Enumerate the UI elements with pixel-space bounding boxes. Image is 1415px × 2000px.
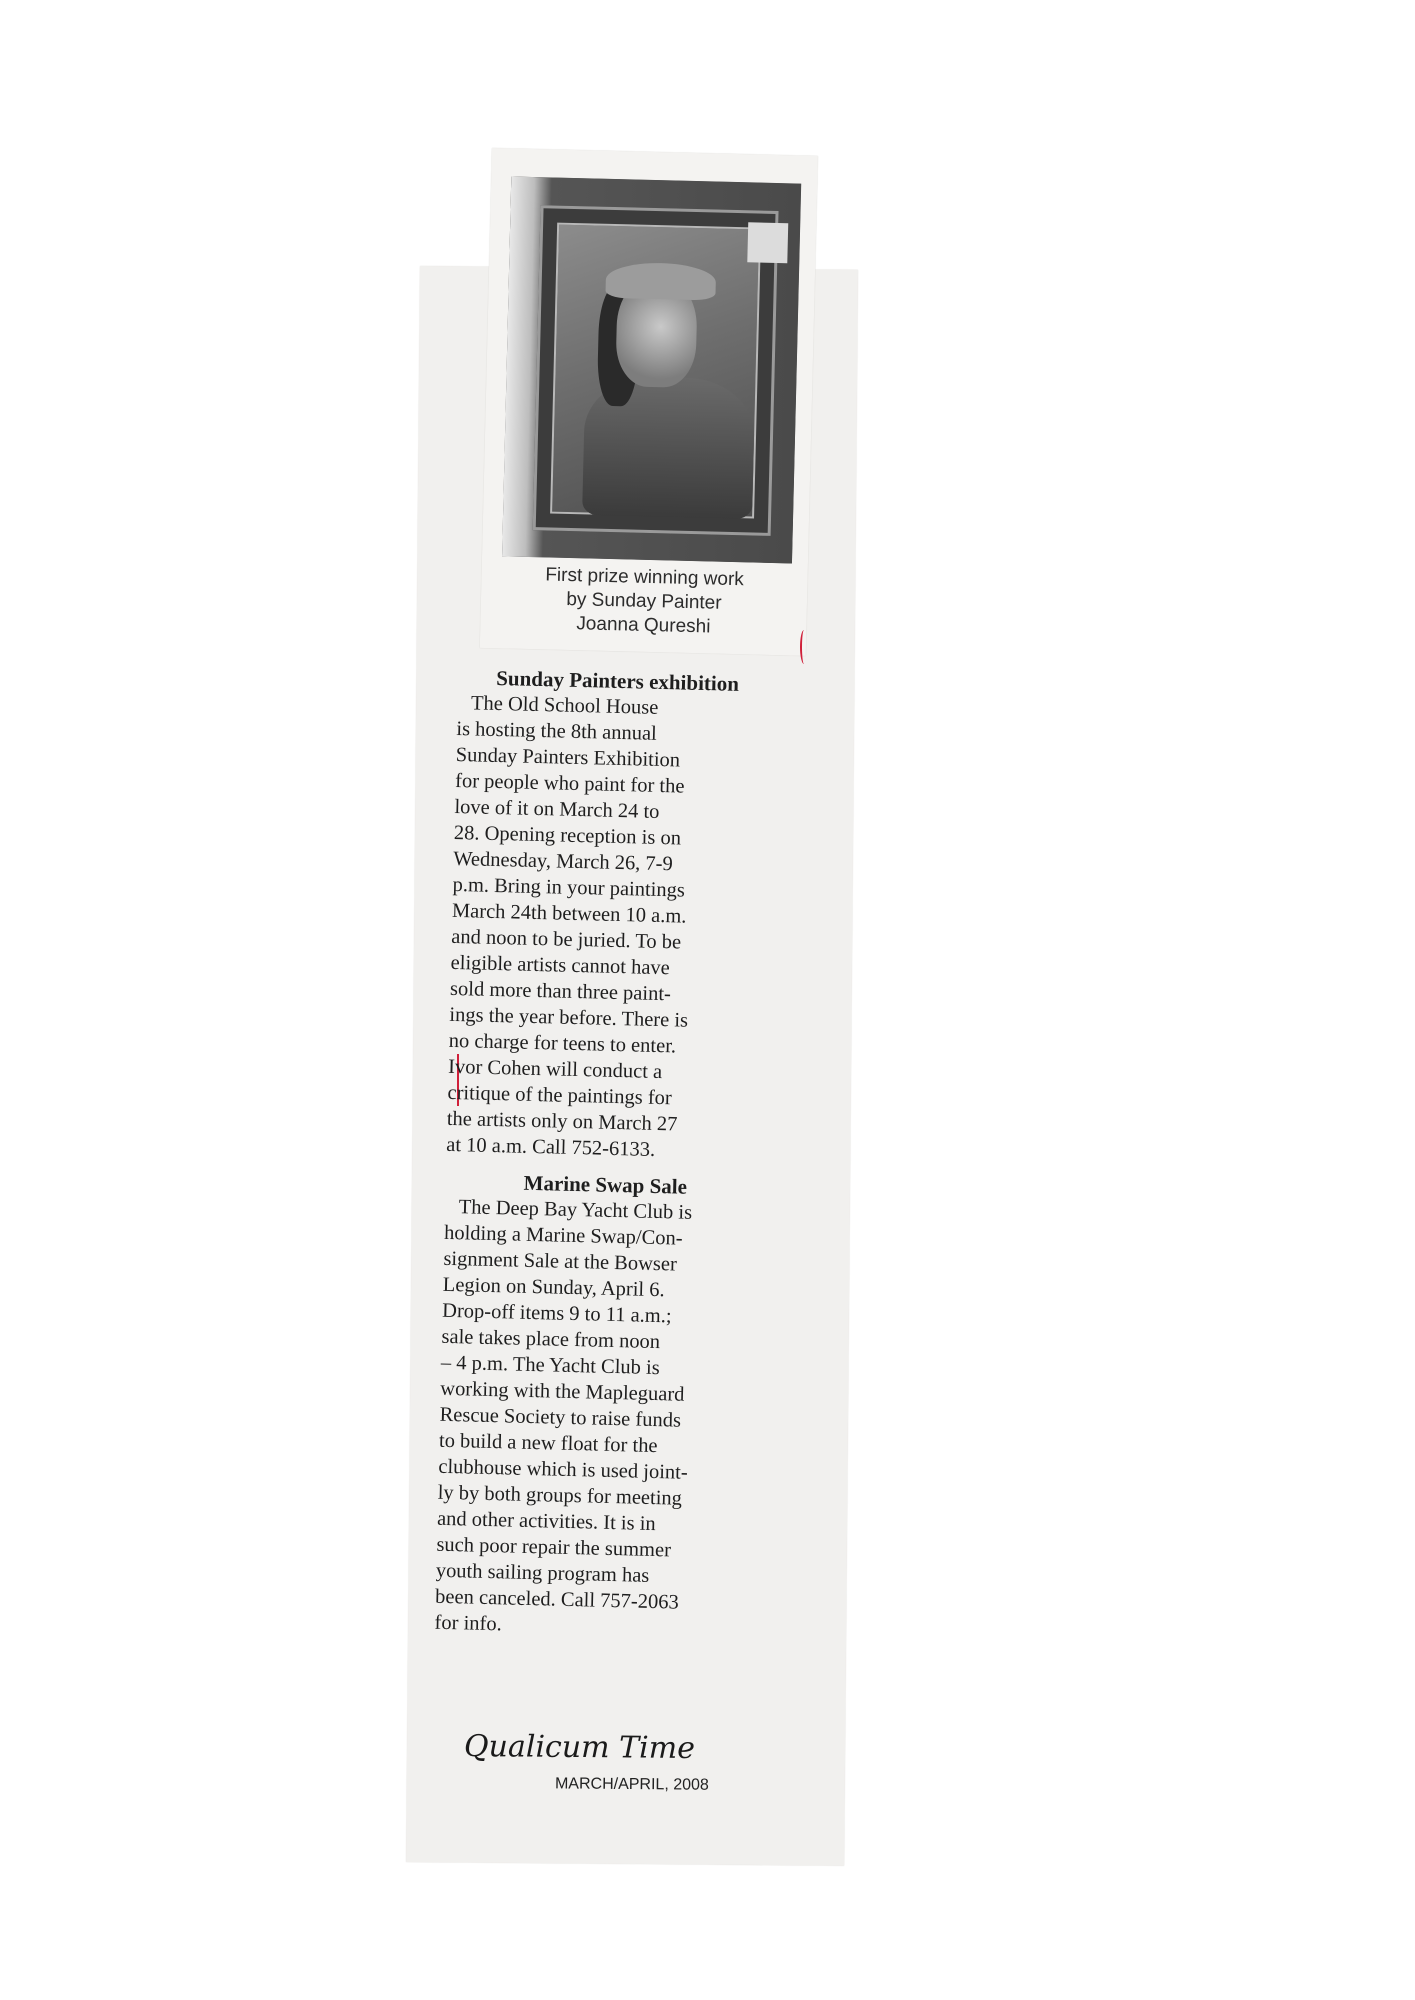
red-pen-mark <box>800 630 808 664</box>
article-text-line: and noon to be juried. To be <box>451 925 682 954</box>
photo-caption <box>480 562 808 642</box>
article-column <box>434 664 778 1644</box>
article-text-line: to build a new float for the <box>438 1429 658 1458</box>
article-text-line: 28. Opening reception is on <box>453 821 682 850</box>
issue-date: MARCH/APRIL, 2008 <box>554 1775 709 1794</box>
article-text-line: for info. <box>434 1611 503 1636</box>
caption-line: by Sunday Painter <box>566 588 722 614</box>
article-text-line: youth sailing program has <box>435 1559 650 1587</box>
article-text-line: ly by both groups for meeting <box>437 1481 683 1510</box>
painting-portrait <box>550 223 761 519</box>
article-text-line: – 4 p.m. The Yacht Club is <box>440 1351 661 1380</box>
article-text-line: such poor repair the summer <box>436 1533 672 1562</box>
article-headline: Sunday Painters exhibition <box>496 665 740 696</box>
article-text-line: no charge for teens to enter. <box>448 1029 677 1058</box>
artwork-photo <box>502 176 801 563</box>
handwritten-source-signature: Qualicum Time <box>463 1728 696 1767</box>
caption-line: First prize winning work <box>545 564 745 591</box>
article-text-line: Ivor Cohen will conduct a <box>447 1055 663 1084</box>
article-text-line: Sunday Painters Exhibition <box>455 743 681 772</box>
painting-frame <box>533 205 779 536</box>
article-text-line: working with the Mapleguard <box>440 1377 685 1406</box>
article-headline: Marine Swap Sale <box>523 1170 688 1199</box>
article-text-line: been canceled. Call 757-2063 <box>434 1585 680 1614</box>
article-text-line: eligible artists cannot have <box>450 951 671 980</box>
article-text-line: p.m. Bring in your paintings <box>452 873 686 902</box>
article-text-line: is hosting the 8th annual <box>456 717 658 745</box>
article-text-line: at 10 a.m. Call 752-6133. <box>445 1133 656 1161</box>
article-text-line: Drop-off items 9 to 11 a.m.; <box>441 1299 672 1328</box>
article-text-line: sold more than three paint- <box>449 977 672 1006</box>
article-body <box>434 1194 765 1644</box>
article-text-line: love of it on March 24 to <box>454 795 660 823</box>
photo-clipping <box>480 148 818 656</box>
article-text-line: Wednesday, March 26, 7-9 <box>452 847 674 876</box>
article-text-line: The Deep Bay Yacht Club is <box>458 1196 693 1224</box>
prize-ribbon <box>747 222 788 263</box>
article-text-line: holding a Marine Swap/Con- <box>443 1221 683 1250</box>
article-text-line: Legion on Sunday, April 6. <box>442 1273 665 1302</box>
article-text-line: March 24th between 10 a.m. <box>451 899 687 928</box>
article-text-line: The Old School House <box>470 692 659 719</box>
article-text-line: ings the year before. There is <box>449 1003 689 1032</box>
article-text-line: clubhouse which is used joint- <box>438 1455 688 1484</box>
article-text-line: and other activities. It is in <box>436 1507 656 1536</box>
article-body <box>446 690 777 1166</box>
article-text-line: sale takes place from noon <box>441 1325 661 1354</box>
article-text-line: the artists only on March 27 <box>446 1107 678 1136</box>
caption-line: Joanna Qureshi <box>576 613 711 638</box>
article-text-line: Rescue Society to raise funds <box>439 1403 682 1432</box>
article-text-line: for people who paint for the <box>454 769 685 798</box>
article-text-line: critique of the paintings for <box>447 1081 673 1110</box>
article-text-line: signment Sale at the Bowser <box>443 1247 678 1276</box>
